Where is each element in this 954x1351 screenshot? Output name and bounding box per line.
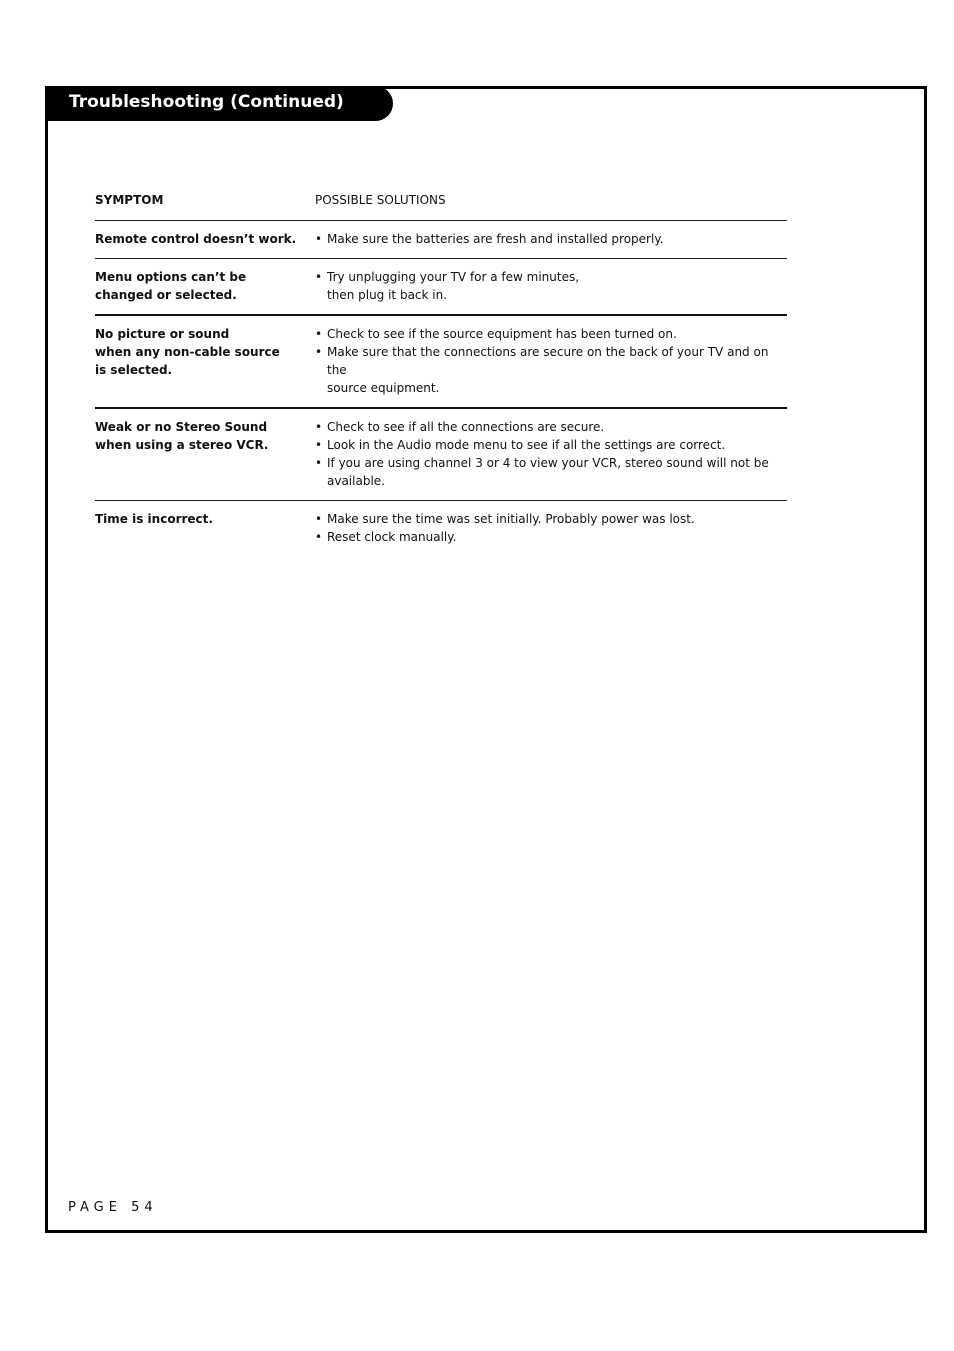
symptom-text: is selected.	[95, 363, 173, 377]
solution-text: source equipment.	[327, 381, 440, 395]
solutions-cell	[315, 418, 787, 490]
troubleshooting-table	[95, 190, 787, 556]
solution-text: Make sure the batteries are fresh and installed properly.	[327, 232, 664, 246]
symptom-text: when using a stereo VCR.	[95, 438, 269, 452]
bullet-icon: •	[315, 438, 323, 452]
table-row	[95, 221, 787, 259]
solution-text: Make sure the time was set initially. Probably power was lost.	[327, 512, 695, 526]
solution-text: Look in the Audio mode menu to see if all the settings are correct.	[327, 438, 726, 452]
bullet-icon: •	[315, 512, 323, 526]
solutions-cell	[315, 268, 787, 304]
table-row	[95, 259, 787, 316]
symptom-text: Weak or no Stereo Sound	[95, 420, 268, 434]
section-header-tab	[45, 86, 393, 121]
solution-text: Check to see if all the connections are secure.	[327, 420, 605, 434]
symptom-cell	[95, 325, 315, 397]
symptom-cell	[95, 230, 315, 248]
bullet-icon: •	[315, 327, 323, 341]
solutions-cell	[315, 325, 787, 397]
table-header	[95, 190, 787, 221]
solution-text: available.	[327, 474, 385, 488]
table-row	[95, 501, 787, 556]
bullet-icon: •	[315, 456, 323, 470]
symptom-cell	[95, 418, 315, 490]
solutions-cell	[315, 510, 787, 546]
solution-item	[315, 510, 787, 528]
solution-text: Check to see if the source equipment has been turned on.	[327, 327, 677, 341]
page-title: Troubleshooting (Continued)	[69, 92, 344, 112]
solution-item	[315, 268, 787, 304]
symptom-cell	[95, 510, 315, 546]
solution-item	[315, 436, 787, 454]
table-row	[95, 316, 787, 409]
column-header-solutions: POSSIBLE SOLUTIONS	[315, 193, 446, 207]
solution-text: Reset clock manually.	[327, 530, 457, 544]
bullet-icon: •	[315, 345, 323, 359]
column-header-symptom: SYMPTOM	[95, 193, 164, 207]
symptom-text: Remote control doesn’t work.	[95, 232, 297, 246]
solution-item	[315, 230, 787, 248]
symptom-text: Menu options can’t be	[95, 270, 247, 284]
solution-item	[315, 325, 787, 343]
solution-item	[315, 454, 787, 490]
solutions-cell	[315, 230, 787, 248]
bullet-icon: •	[315, 530, 323, 544]
solution-text: Try unplugging your TV for a few minutes,	[327, 270, 580, 284]
bullet-icon: •	[315, 270, 323, 284]
symptom-text: No picture or sound	[95, 327, 230, 341]
symptom-text: Time is incorrect.	[95, 512, 213, 526]
symptom-text: changed or selected.	[95, 288, 237, 302]
solution-item	[315, 528, 787, 546]
table-row	[95, 409, 787, 501]
solution-text: then plug it back in.	[327, 288, 448, 302]
bullet-icon: •	[315, 232, 323, 246]
solution-item	[315, 343, 787, 397]
solution-text: If you are using channel 3 or 4 to view your VCR, stereo sound will not be	[327, 456, 769, 470]
symptom-cell	[95, 268, 315, 304]
solution-item	[315, 418, 787, 436]
bullet-icon: •	[315, 420, 323, 434]
page-number: PAGE 54	[68, 1200, 158, 1215]
solution-text: Make sure that the connections are secure on the back of your TV and on the	[327, 345, 769, 377]
symptom-text: when any non-cable source	[95, 345, 280, 359]
